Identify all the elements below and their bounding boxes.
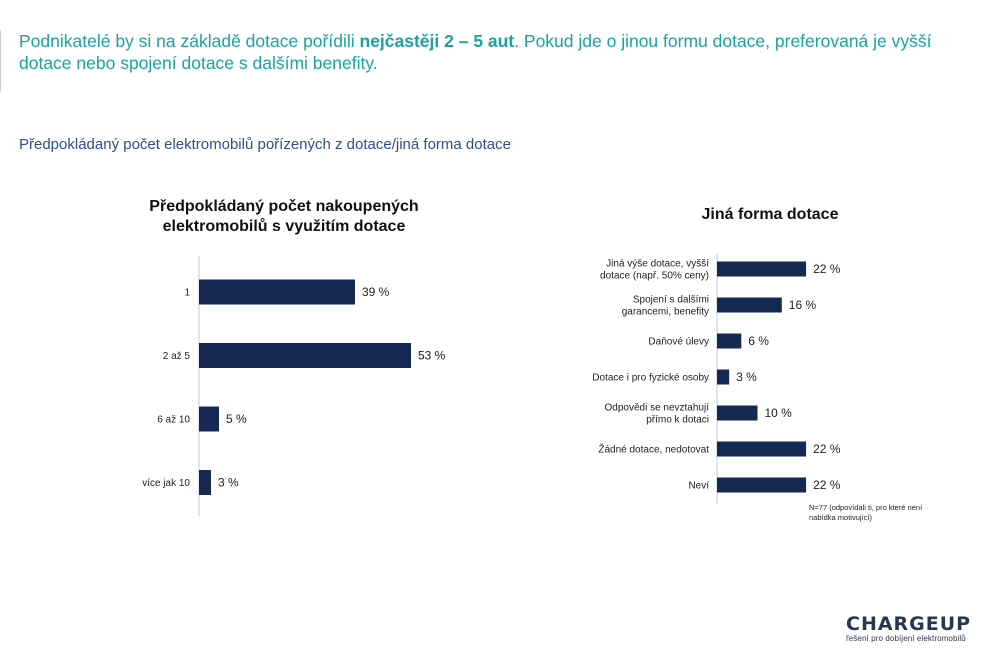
bar [199, 280, 355, 305]
value-label: 22 % [813, 262, 841, 276]
category-label: Neví [688, 480, 709, 492]
bar [717, 298, 782, 313]
chargeup-logo [846, 614, 971, 643]
category-label: Dotace i pro fyzické osoby [592, 372, 709, 384]
category-label: Žádné dotace, nedotovat [598, 444, 709, 456]
logo-name: CHARGEUP [846, 613, 972, 635]
category-label: Spojení s dalšími [632, 294, 709, 306]
value-label: 3 % [218, 475, 239, 490]
slide-subtitle: Předpokládaný počet elektromobilů pořízených z dotace/jiná forma dotace [19, 136, 511, 153]
bar [717, 334, 741, 349]
value-label: 22 % [813, 442, 841, 456]
category-label: více jak 10 [142, 478, 190, 489]
left-rule [0, 30, 1, 92]
category-label: Odpovědi se nevztahují [604, 402, 709, 414]
headline-text-1: Podnikatelé by si na základě dotace pořídili [19, 31, 360, 51]
headline [19, 30, 979, 74]
bar [717, 262, 806, 277]
value-label: 16 % [788, 298, 817, 312]
category-label: 1 [184, 287, 190, 299]
category-label: 6 až 10 [157, 414, 190, 426]
value-label: 5 % [226, 412, 247, 426]
value-label: 39 % [362, 285, 390, 299]
bar [199, 343, 411, 368]
category-label: dotace (např. 50% ceny) [600, 270, 709, 282]
category-label: Daňové úlevy [648, 336, 709, 348]
headline-text-2: . Pokud jde o jinou formu dotace, preferovaná je vyšší dotace nebo spojení dotace s dalšími benefity. [19, 31, 932, 73]
sample-note: N=77 (odpovídali ti, pro které není nabídka motivující) [809, 503, 923, 522]
bar [717, 442, 806, 457]
value-label: 22 % [813, 478, 841, 492]
value-label: 53 % [418, 348, 446, 363]
bar [199, 407, 219, 432]
category-label: garancemi, benefity [621, 306, 709, 318]
right-chart-title: Jiná forma dotace [701, 206, 839, 223]
bar [199, 470, 211, 495]
category-label: Jiná výše dotace, vyšší [606, 258, 709, 270]
logo-tagline: řešení pro dobíjení elektromobilů [846, 634, 966, 643]
bar [717, 370, 729, 385]
category-label: 2 až 5 [162, 351, 190, 362]
bar [717, 478, 806, 493]
value-label: 10 % [764, 406, 792, 420]
value-label: 3 % [736, 370, 757, 384]
category-label: přímo k dotaci [646, 414, 709, 426]
value-label: 6 % [748, 334, 769, 348]
left-chart-title: Předpokládaný počet nakoupených elektromobilů s využitím dotace [149, 198, 419, 235]
bar [717, 406, 758, 421]
headline-emphasis: nejčastěji 2 – 5 aut [359, 31, 515, 51]
